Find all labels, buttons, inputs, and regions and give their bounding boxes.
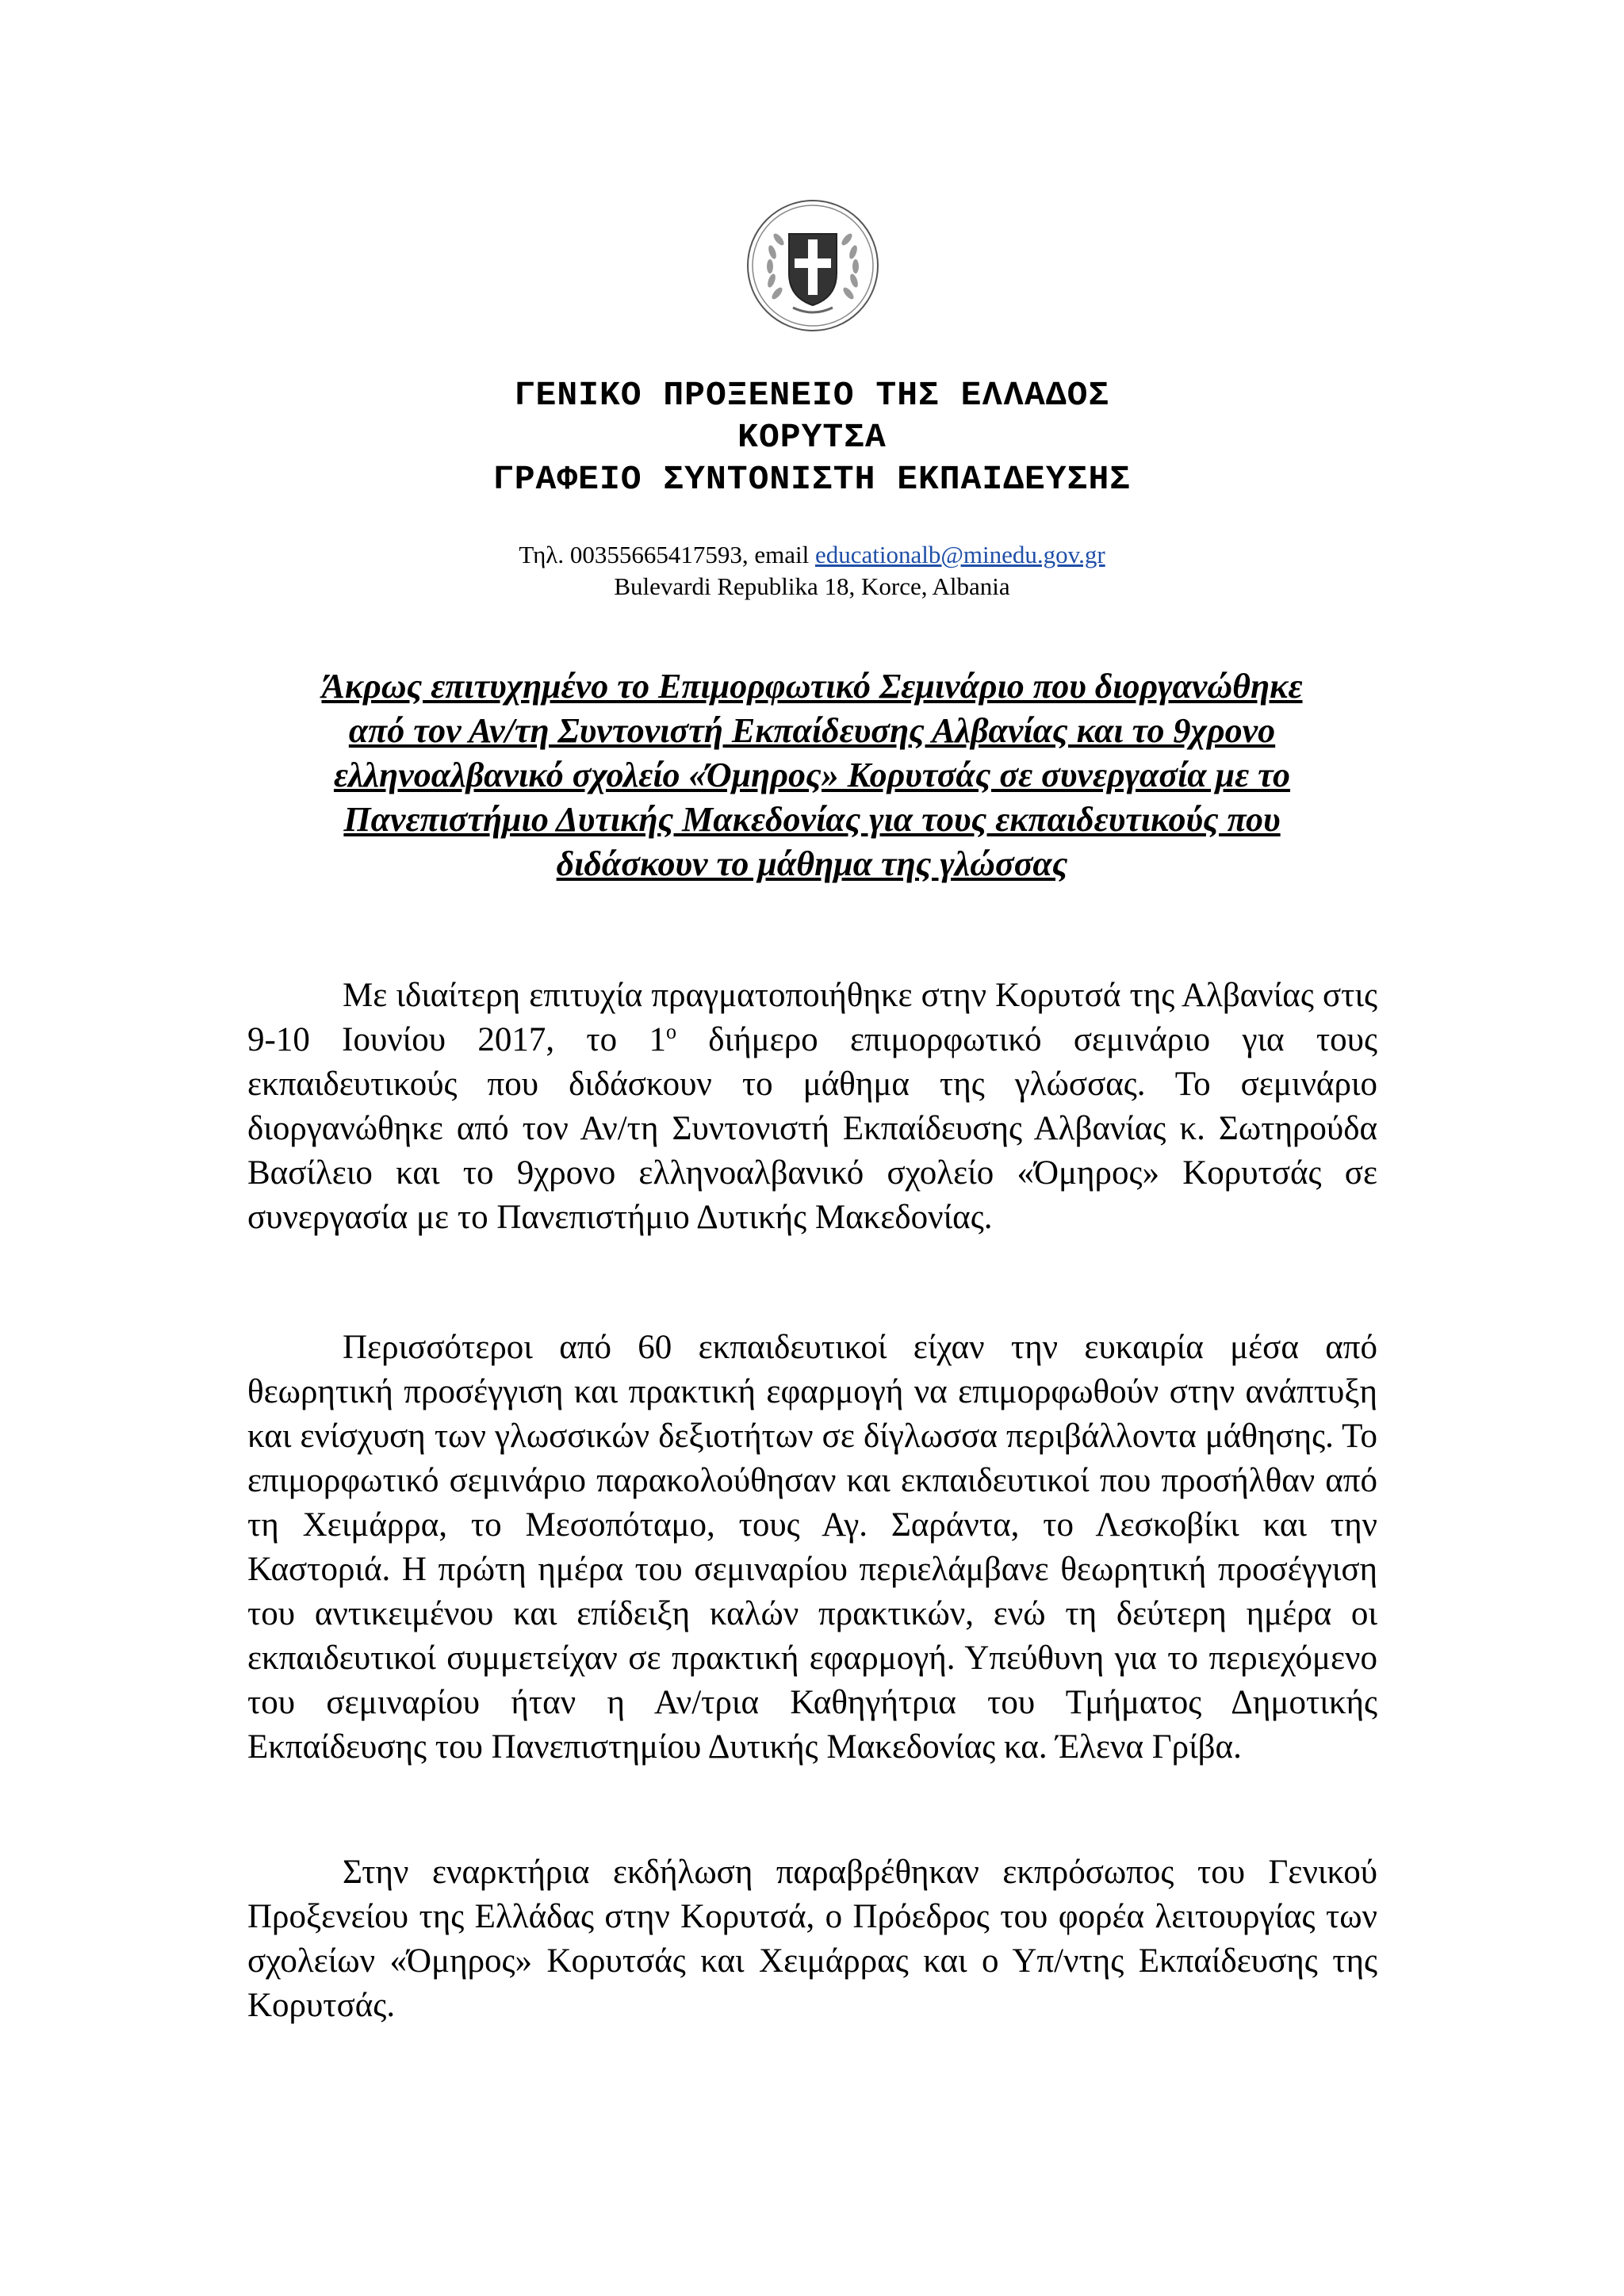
greek-coat-of-arms-emblem xyxy=(745,198,880,333)
email-link[interactable]: educationalb@minedu.gov.gr xyxy=(814,541,1105,568)
headline-line-2: από τον Αν/τη Συντονιστή Εκπαίδευσης Αλβανίας και το 9χρονο xyxy=(348,711,1276,750)
letterhead-line-city: ΚΟΡΥΤΣΑ xyxy=(737,418,887,457)
letterhead-line-consulate: ΓΕΝΙΚΟ ΠΡΟΞΕΝΕΙΟ ΤΗΣ ΕΛΛΑΔΟΣ xyxy=(514,376,1110,415)
contact-address: Bulevardi Republika 18, Korce, Albania xyxy=(614,572,1010,600)
paragraph-1-end: διήμερο επιμορφωτικό σεμινάριο για τους εκπαιδευτικούς που διδάσκουν το μάθημα της γλώσσας. Το σεμινάριο διοργανώθηκε από τον Αν/τη Συντονιστή Εκπαίδευσης Αλβανίας κ. Σωτηρούδα Βασίλειο και το 9χρονο ελληνοαλβανικό σχολείο «Όμηρος» Κορυτσάς σε συνεργασία με το Πανεπιστήμιο Δυτικής Μακεδονίας. xyxy=(247,1021,1377,1236)
letterhead-line-office: ΓΡΑΦΕΙΟ ΣΥΝΤΟΝΙΣΤΗ ΕΚΠΑΙΔΕΥΣΗΣ xyxy=(492,460,1132,499)
contact-phone-line xyxy=(0,539,1624,571)
ordinal-superscript: ο xyxy=(665,1020,676,1043)
headline-line-3: ελληνοαλβανικό σχολείο «Όμηρος» Κορυτσάς σε συνεργασία με το xyxy=(333,756,1291,794)
paragraph-1-start: Με ιδιαίτερη επιτυχία πραγματοποιήθηκε στην Κορυτσά της Αλβανίας στις 9-10 Ιουνίου 2017, το 1 xyxy=(247,977,1377,1058)
headline-line-1: Άκρως επιτυχημένο το Επιμορφωτικό Σεμινάριο που διοργανώθηκε xyxy=(321,667,1303,706)
paragraph-1 xyxy=(247,974,1377,1240)
headline-line-5: διδάσκουν το μάθημα της γλώσσας xyxy=(556,844,1068,883)
letterhead xyxy=(0,374,1624,500)
paragraph-3: Στην εναρκτήρια εκδήλωση παραβρέθηκαν εκπρόσωπος του Γενικού Προξενείου της Ελλάδας στην Κορυτσά, ο Πρόεδρος του φορέα λειτουργίας των σχολείων «Όμηρος» Κορυτσάς και Χειμάρρας και ο Υπ/ντης Εκπαίδευσης της Κορυτσάς. xyxy=(247,1854,1377,2024)
paragraph-2: Περισσότεροι από 60 εκπαιδευτικοί είχαν την ευκαιρία μέσα από θεωρητική προσέγγιση και πρακτική εφαρμογή να επιμορφωθούν στην ανάπτυξη και ενίσχυση των γλωσσικών δεξιοτήτων σε δίγλωσσα περιβάλλοντα μάθησης. Το επιμορφωτικό σεμινάριο παρακολούθησαν και εκπαιδευτικοί που προσήλθαν από τη Χειμάρρα, το Μεσοπόταμο, τους Αγ. Σαράντα, το Λεσκοβίκι και την Καστοριά. Η πρώτη ημέρα του σεμιναρίου περιελάμβανε θεωρητική προσέγγιση του αντικειμένου και επίδειξη καλών πρακτικών, ενώ τη δεύτερη ημέρα οι εκπαιδευτικοί συμμετείχαν σε πρακτική εφαρμογή. Υπεύθυνη για το περιεχόμενο του σεμιναρίου ήταν η Αν/τρια Καθηγήτρια του Τμήματος Δημοτικής Εκπαίδευσης του Πανεπιστημίου Δυτικής Μακεδονίας κα. Έλενα Γρίβα. xyxy=(247,1329,1377,1766)
contact-info xyxy=(0,539,1624,603)
headline-line-4: Πανεπιστήμιο Δυτικής Μακεδονίας για τους εκπαιδευτικούς που xyxy=(343,800,1281,839)
article-headline xyxy=(238,664,1386,886)
phone-text: Τηλ. 00355665417593, email xyxy=(519,541,815,568)
